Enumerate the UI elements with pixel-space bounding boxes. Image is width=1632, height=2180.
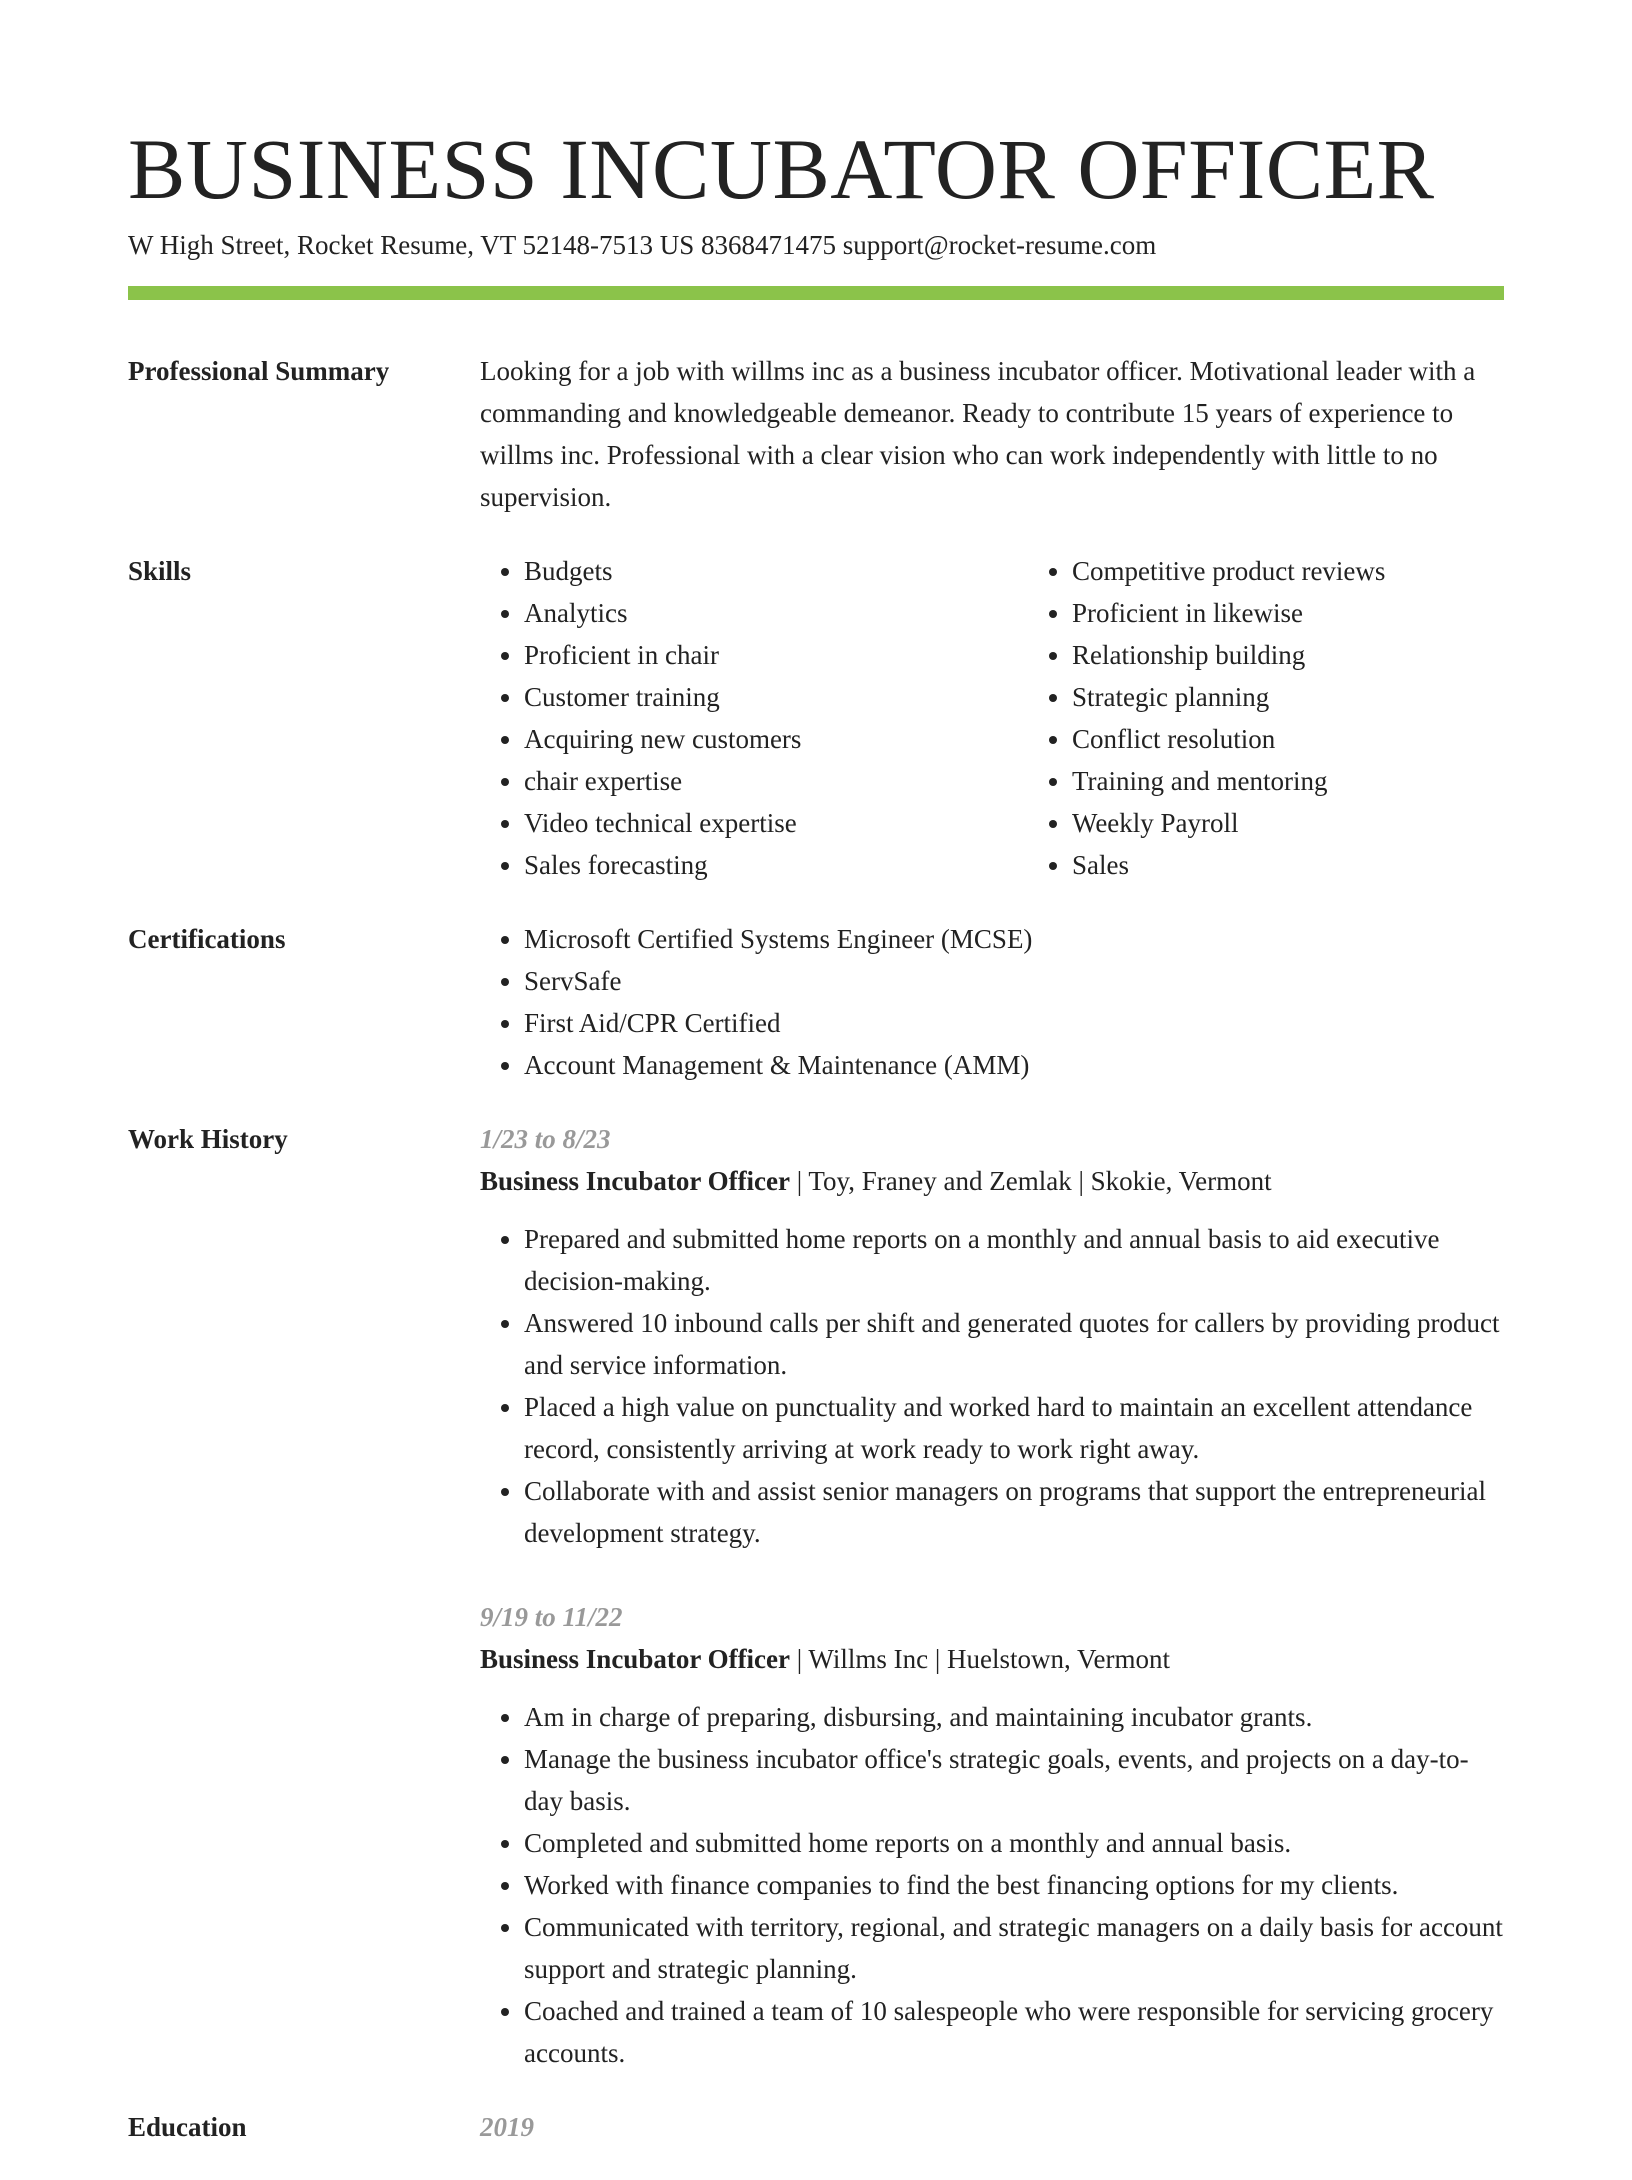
job-bullet: • Completed and submitted home reports on a monthly and annual basis. <box>524 1822 1504 1864</box>
job-dates: 9/19 to 11/22 <box>480 1602 623 1632</box>
job-bullet: • Am in charge of preparing, disbursing, and maintaining incubator grants. <box>524 1696 1504 1738</box>
skill-item: • Analytics <box>524 592 1028 634</box>
contact-info: W High Street, Rocket Resume, VT 52148-7513 US 8368471475 support@rocket-resume.com <box>128 230 1157 260</box>
skill-item: • Acquiring new customers <box>524 718 1028 760</box>
resume-sections <box>128 350 1504 2180</box>
job-bullet: • Manage the business incubator office's strategic goals, events, and projects on a day-to-day basis. <box>524 1738 1504 1822</box>
job-bullet: • Coached and trained a team of 10 salespeople who were responsible for servicing grocery accounts. <box>524 1990 1504 2074</box>
certification-item: • ServSafe <box>524 960 1504 1002</box>
skill-item: • Sales <box>1072 844 1576 886</box>
skill-item: • Video technical expertise <box>524 802 1028 844</box>
page-title: BUSINESS INCUBATOR OFFICER <box>128 121 1435 217</box>
skill-item: • chair expertise <box>524 760 1028 802</box>
skill-item: • Customer training <box>524 676 1028 718</box>
work-history-section <box>128 1118 1504 2074</box>
skill-item: • Training and mentoring <box>1072 760 1576 802</box>
job-bullet: • Answered 10 inbound calls per shift and generated quotes for callers by providing product and service information. <box>524 1302 1504 1386</box>
job-bullet: • Placed a high value on punctuality and worked hard to maintain an excellent attendance record, consistently arriving at work ready to work right away. <box>524 1386 1504 1470</box>
job-dates: 1/23 to 8/23 <box>480 1124 611 1154</box>
certifications-section <box>128 918 1504 1086</box>
skill-item: • Budgets <box>524 550 1028 592</box>
accent-rule <box>128 286 1504 300</box>
education-heading: Education <box>128 2112 247 2142</box>
skill-item: • Sales forecasting <box>524 844 1028 886</box>
job-bullet: • Collaborate with and assist senior managers on programs that support the entrepreneurial development strategy. <box>524 1470 1504 1554</box>
skill-item: • Weekly Payroll <box>1072 802 1576 844</box>
certifications-list <box>480 918 1504 1086</box>
summary-text: Looking for a job with willms inc as a business incubator officer. Motivational leader with a commanding and knowledgeable demeanor. Ready to contribute 15 years of experience to willms inc. Professional with a clear vision who can work independently with little to no supervision. <box>480 356 1476 512</box>
skill-item: • Strategic planning <box>1072 676 1576 718</box>
job-title-line <box>480 1638 1504 1680</box>
skills-section <box>128 550 1504 886</box>
skills-list-right <box>1028 550 1576 886</box>
summary-section <box>128 350 1504 518</box>
job-bullets <box>480 1218 1504 1554</box>
job-title: Business Incubator Officer <box>480 1166 791 1196</box>
skills-heading: Skills <box>128 556 192 586</box>
skill-item: • Proficient in chair <box>524 634 1028 676</box>
job-bullets <box>480 1696 1504 2074</box>
certification-item: • Account Management & Maintenance (AMM) <box>524 1044 1504 1086</box>
summary-heading: Professional Summary <box>128 356 390 386</box>
skill-item: • Proficient in likewise <box>1072 592 1576 634</box>
job-bullet: • Worked with finance companies to find the best financing options for my clients. <box>524 1864 1504 1906</box>
job-title: Business Incubator Officer <box>480 1644 791 1674</box>
education-date: 2019 <box>480 2112 534 2142</box>
skill-item: • Relationship building <box>1072 634 1576 676</box>
education-section <box>128 2106 1504 2148</box>
skill-item: • Conflict resolution <box>1072 718 1576 760</box>
certification-item: • First Aid/CPR Certified <box>524 1002 1504 1044</box>
skill-item: • Competitive product reviews <box>1072 550 1576 592</box>
job-details: | Toy, Franey and Zemlak | Skokie, Vermont <box>790 1166 1272 1196</box>
certification-item: • Microsoft Certified Systems Engineer (MCSE) <box>524 918 1504 960</box>
job-entry <box>480 1118 1504 1554</box>
job-entry <box>480 1596 1504 2074</box>
work-history-heading: Work History <box>128 1124 288 1154</box>
job-details: | Willms Inc | Huelstown, Vermont <box>790 1644 1170 1674</box>
skills-list-left <box>480 550 1028 886</box>
job-bullet: • Communicated with territory, regional, and strategic managers on a daily basis for account support and strategic planning. <box>524 1906 1504 1990</box>
job-bullet: • Prepared and submitted home reports on a monthly and annual basis to aid executive decision-making. <box>524 1218 1504 1302</box>
job-title-line <box>480 1160 1504 1202</box>
certifications-heading: Certifications <box>128 924 286 954</box>
